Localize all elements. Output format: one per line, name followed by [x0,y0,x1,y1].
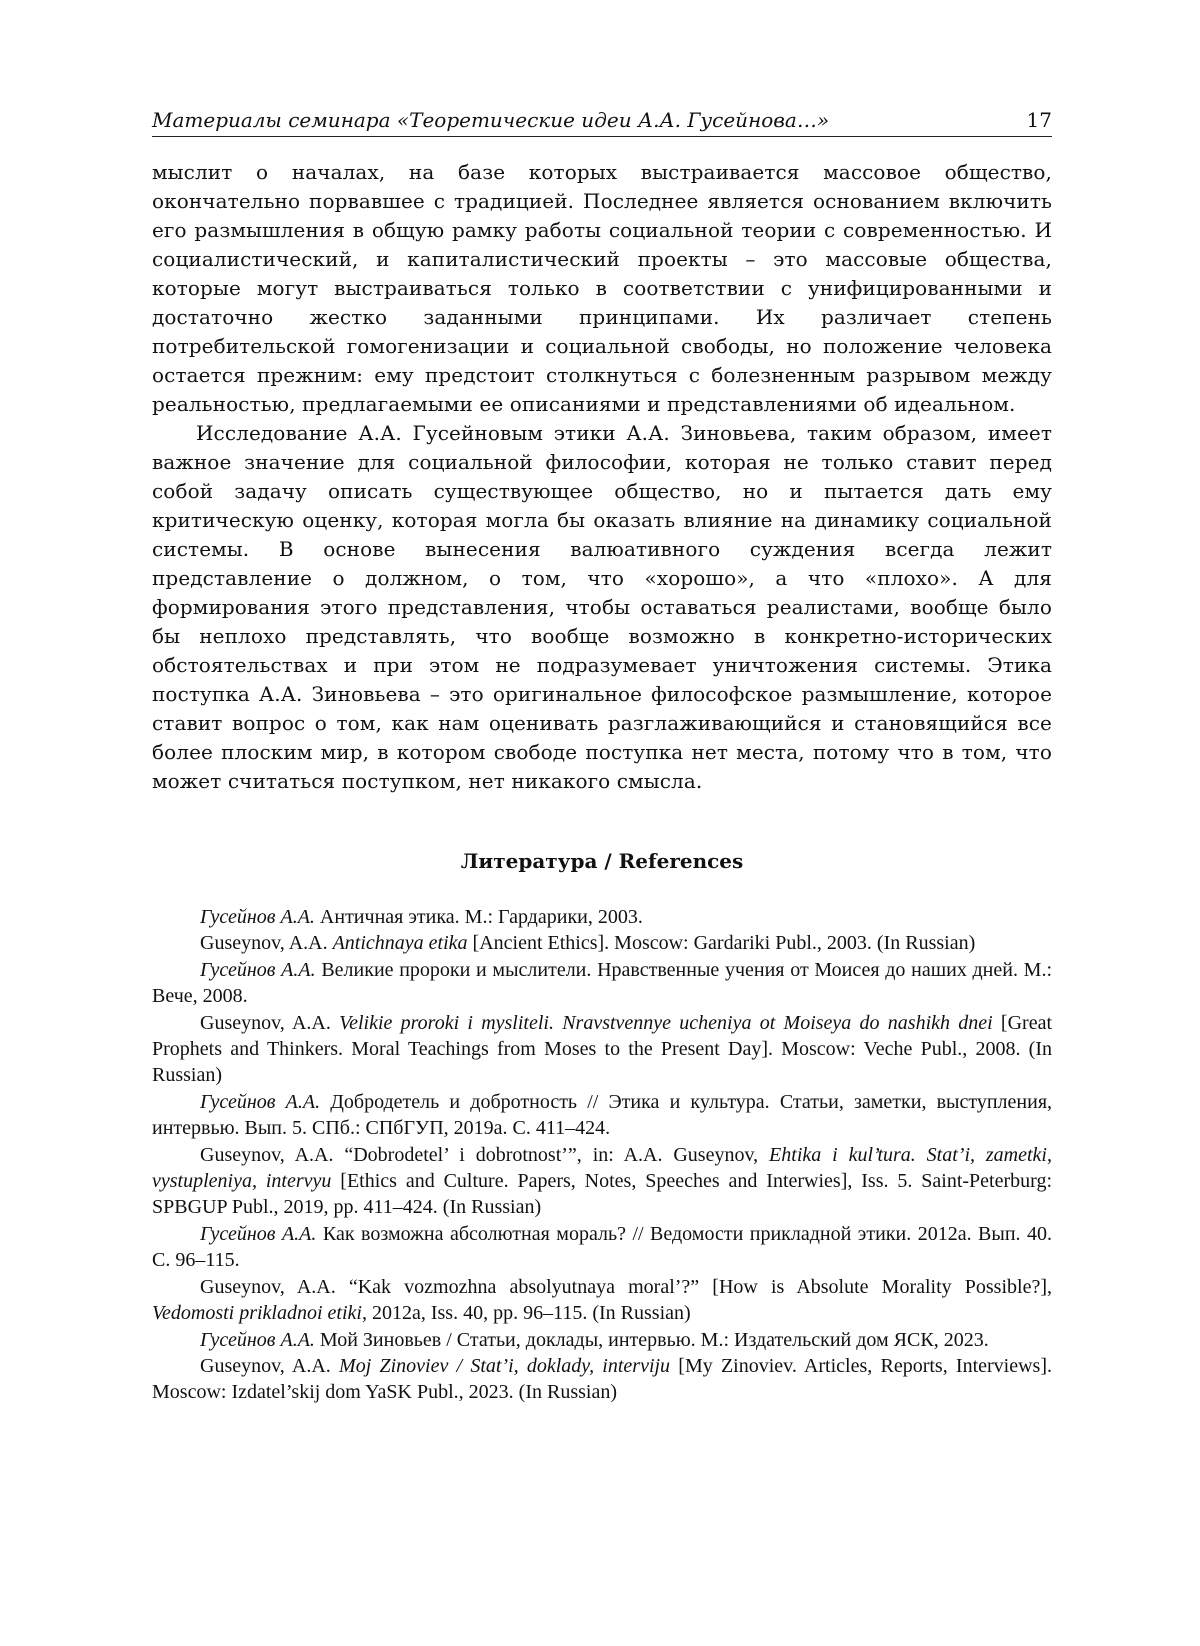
running-title: Материалы семинара «Теоретические идеи А.А. Гусейнова…» [152,108,830,132]
reference-item [152,904,1052,930]
reference-text: [Ethics and Culture. Papers, Notes, Speeches and Interwies], Iss. 5. Saint-Peterburg: SPBGUP Publ., 2019, pp. 411–424. (In Russian) [152,1170,1052,1219]
reference-text: Как возможна абсолютная мораль? // Ведомости прикладной этики. 2012а. Вып. 40. С. 96–115. [152,1222,1053,1272]
reference-title: Ehtika i kul’tura. Stat’i, zametki, vystupleniya, intervyu [152,1143,1052,1193]
reference-text: Guseynov, A.A. “Kak vozmozhna absolyutnaya moral’?” [How is Absolute Morality Possible?], [200,1275,1052,1298]
reference-author: Гусейнов А.А. [200,1222,317,1245]
reference-text: [Ancient Ethics]. Moscow: Gardariki Publ., 2003. (In Russian) [467,932,976,955]
references-list [152,904,1052,1406]
reference-item [152,1010,1052,1089]
reference-text: Guseynov, A.A. “Dobrodetel’ i dobrotnost’”, in: A.A. Guseynov, [200,1143,770,1166]
reference-author: Гусейнов А.А. [200,1090,321,1113]
reference-item [152,1142,1052,1221]
reference-author: Гусейнов А.А. [200,906,315,928]
reference-text: Добродетель и добротность // Этика и культура. Статьи, заметки, выступления, интервью. Вып. 5. СПб.: СПбГУП, 2019а. С. 411–424. [152,1090,1053,1140]
reference-item [152,1353,1052,1406]
reference-item [152,957,1052,1010]
reference-title: Antichnaya etika [332,932,468,955]
reference-item [152,930,1052,956]
reference-item [152,1089,1052,1142]
reference-author: Гусейнов А.А. [200,1328,315,1351]
reference-text: , 2012a, Iss. 40, pp. 96–115. (In Russian) [361,1302,691,1325]
reference-item [152,1274,1052,1327]
reference-title: Moj Zinoviev / Stat’i, doklady, interviju [339,1354,671,1377]
reference-title: Vedomosti prikladnoi etiki [152,1302,362,1325]
reference-item [152,1221,1052,1274]
reference-text: Великие пророки и мыслители. Нравственные учения от Моисея до наших дней. М.: Вече, 2008. [152,958,1053,1008]
article-body [152,158,1052,796]
reference-item [152,1327,1052,1353]
references-heading: Литература / References [460,849,744,873]
page-number: 17 [1026,108,1052,132]
reference-text: Античная этика. М.: Гардарики, 2003. [314,906,643,928]
reference-text: Мой Зиновьев / Статьи, доклады, интервью. М.: Издательский дом ЯСК, 2023. [314,1328,989,1351]
body-paragraph: Исследование А.А. Гусейновым этики А.А. Зиновьева, таким образом, имеет важное значение для социальной философии, которая не только ставит перед собой задачу описать существующее общество, но и пытается дать ему критическую оценку, которая могла бы оказать влияние на динамику социальной системы. В основе вынесения валюативного суждения всегда лежит представление о должном, о том, что «хорошо», а что «плохо». А для формирования этого представления, чтобы оставаться реалистами, вообще было бы неплохо представлять, что вообще возможно в конкретно-исторических обстоятельствах и при этом не подразумевает уничтожения системы. Этика поступка А.А. Зиновьева – это оригинальное философское размышление, которое ставит вопрос о том, как нам оценивать разглаживающийся и становящийся все более плоским мир, в котором свободе поступка нет места, потому что в том, что может считаться поступком, нет никакого смысла. [152,421,1052,793]
reference-text: Guseynov, A.A. [200,1011,340,1034]
running-header [152,108,1052,137]
reference-text: [My Zinoviev. Articles, Reports, Interviews]. Moscow: Izdatel’skij dom YaSK Publ., 2023. (In Russian) [152,1354,1052,1404]
reference-title: Velikie proroki i mysliteli. Nravstvennye ucheniya ot Moiseya do nashikh dnei [339,1011,993,1034]
reference-text: Guseynov, A.A. [200,1354,340,1377]
reference-text: Guseynov, A.A. [200,932,333,955]
reference-text: [Great Prophets and Thinkers. Moral Teachings from Moses to the Present Day]. Moscow: Veche Publ., 2008. (In Russian) [152,1011,1053,1087]
body-paragraph: мыслит о началах, на базе которых выстраивается массовое общество, окончательно порвавшее с традицией. Последнее является основанием включить его размышления в общую рамку работы социальной теории с современностью. И социалистический, и капиталистический проекты – это массовые общества, которые могут выстраиваться только в соответствии с унифицированными и достаточно жестко заданными принципами. Их различает степень потребительской гомогенизации и социальной свободы, но положение человека остается прежним: ему предстоит столкнуться с болезненным разрывом между реальностью, предлагаемыми ее описаниями и представлениями об идеальном. [152,160,1052,416]
reference-author: Гусейнов А.А. [200,958,316,981]
